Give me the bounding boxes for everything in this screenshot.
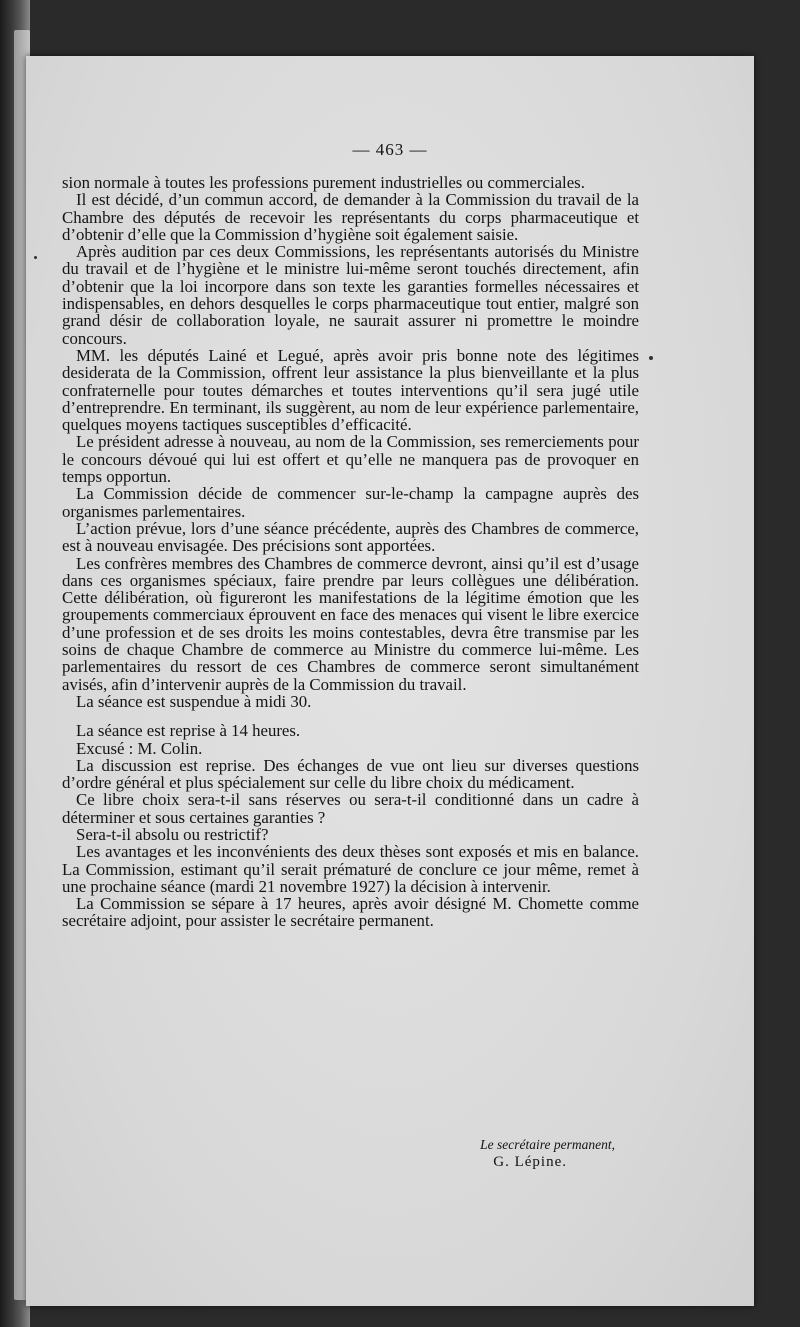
page-body	[62, 174, 639, 930]
page-number: — 463 —	[352, 140, 428, 159]
paragraph: L’action prévue, lors d’une séance précédente, auprès des Chambres de commerce, est à nouveau envisagée. Des précisions sont apportées.	[62, 518, 639, 556]
signature-name: G. Lépine.	[493, 1154, 567, 1170]
signature-title: Le secrétaire permanent,	[480, 1137, 615, 1152]
paragraph: Après audition par ces deux Commissions, les représentants autorisés du Ministre du travail et de l’hygiène et le ministre lui-même seront touchés directement, afin d’obtenir que la loi incorpore dans son texte les garanties formelles nécessaires et indispensables, en dehors desquelles le corps pharmaceutique tout entier, malgré son grand désir de collaboration loyale, ne saurait assurer ni promettre le moindre concours.	[62, 242, 639, 348]
ink-speck	[649, 356, 653, 360]
paragraph: La Commission se sépare à 17 heures, après avoir désigné M. Chomette comme secrétaire adjoint, pour assister le secrétaire permanent.	[62, 894, 639, 931]
paragraph: sion normale à toutes les professions purement industrielles ou commerciales.	[62, 173, 585, 192]
paragraph: Le président adresse à nouveau, au nom de la Commission, ses remerciements pour le concours dévoué qui lui est offert et qu’elle ne manquera pas de provoquer en temps opportun.	[62, 432, 639, 487]
paragraph: Sera-t-il absolu ou restrictif?	[76, 824, 269, 844]
paragraph: La discussion est reprise. Des échanges de vue ont lieu sur diverses questions d’ordre général et plus spécialement sur celle du libre choix du médicament.	[62, 755, 639, 793]
paragraph: Ce libre choix sera-t-il sans réserves ou sera-t-il conditionné dans un cadre à déterminer et sous certaines garanties ?	[62, 790, 639, 827]
signature-block	[62, 1136, 639, 1172]
paragraph: La Commission décide de commencer sur-le-champ la campagne auprès des organismes parlementaires.	[62, 484, 639, 521]
book-page	[26, 56, 754, 1306]
paragraph: Il est décidé, d’un commun accord, de demander à la Commission du travail de la Chambre des députés de recevoir les représentants du corps pharmaceutique et d’obtenir d’elle que la Commission d’hygiène soit également saisie.	[62, 190, 639, 244]
ink-speck	[34, 256, 37, 259]
paragraph: MM. les députés Lainé et Legué, après avoir pris bonne note des légitimes desiderata de la Commission, offrent leur assistance la plus bienveillante et la plus confraternelle pour toutes démarches et toutes interventions qu’il sera jugé utile d’entreprendre. En terminant, ils suggèrent, au nom de leur expérience parlementaire, quelques moyens tactiques susceptibles d’efficacité.	[62, 345, 639, 435]
paragraph: La séance est reprise à 14 heures.	[76, 721, 301, 741]
paragraph: Excusé : M. Colin.	[76, 738, 203, 758]
paragraph: Les avantages et les inconvénients des deux thèses sont exposés et mis en balance. La Commission, estimant qu’il serait prématuré de conclure ce jour même, remet à une prochaine séance (mardi 21 novembre 1927) la décision à intervenir.	[62, 842, 639, 896]
paragraph: La séance est suspendue à midi 30.	[76, 691, 312, 711]
paragraph: Les confrères membres des Chambres de commerce devront, ainsi qu’il est d’usage dans ces organismes spéciaux, faire prendre par leurs collègues une délibération. Cette délibération, où figureront les manifestations de la légitime émotion que les groupements commerciaux éprouvent en face des menaces qui visent le libre exercice d’une profession et de ses droits les moins contestables, devra être transmise par les soins de chaque Chambre de commerce au Ministre du commerce lui-même. Les parlementaires du ressort de ces Chambres de commerce seront simultanément avisés, afin d’intervenir auprès de la Commission du travail.	[62, 553, 639, 694]
